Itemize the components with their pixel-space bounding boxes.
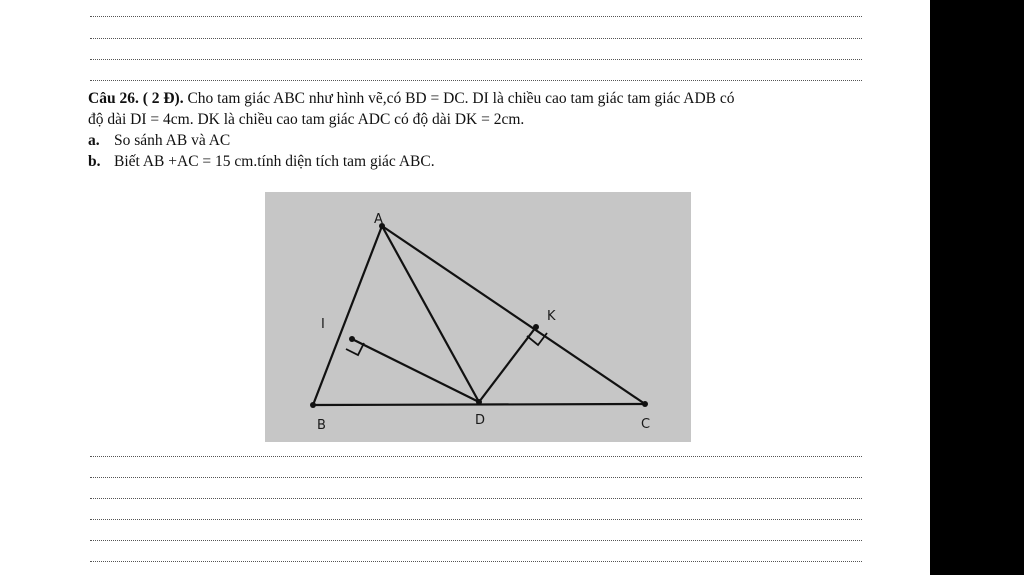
label-d: D [475, 413, 486, 428]
question-title: Câu 26. ( 2 Đ). [88, 90, 184, 107]
segment-di [352, 339, 479, 402]
answer-line [90, 80, 862, 81]
question-line-2: độ dài DI = 4cm. DK là chiều cao tam giác ADC có độ dài DK = 2cm. [88, 111, 525, 128]
question-part-a [88, 130, 868, 151]
answer-line [90, 540, 862, 541]
answer-line [90, 456, 862, 457]
label-c: C [641, 417, 651, 432]
triangle-diagram [265, 192, 691, 442]
part-a-label: a. [88, 132, 100, 149]
part-b-label: b. [88, 153, 101, 170]
answer-line [90, 16, 862, 17]
side-ab [313, 226, 382, 405]
answer-line [90, 561, 862, 562]
answer-line [90, 59, 862, 60]
answer-line [90, 38, 862, 39]
label-b: B [317, 418, 326, 433]
question-part-b [88, 151, 868, 172]
segment-ad [382, 226, 479, 402]
point-c [642, 401, 648, 407]
answer-line [90, 477, 862, 478]
side-ac [382, 226, 645, 404]
label-a: A [374, 212, 383, 227]
answer-line [90, 498, 862, 499]
point-i [349, 336, 355, 342]
question-26 [88, 88, 868, 172]
point-k [533, 324, 539, 330]
question-text-1: Cho tam giác ABC như hình vẽ,có BD = DC. DI là chiều cao tam giác tam giác ADB có [187, 90, 735, 107]
label-i: I [321, 317, 325, 332]
part-b-text: Biết AB +AC = 15 cm.tính diện tích tam giác ABC. [114, 153, 435, 170]
segment-dk [479, 327, 536, 402]
point-b [310, 402, 316, 408]
answer-line [90, 519, 862, 520]
point-d [476, 399, 482, 405]
triangle-figure [265, 192, 691, 442]
part-a-text: So sánh AB và AC [114, 132, 231, 149]
question-line-1 [88, 88, 868, 109]
label-k: K [547, 309, 556, 324]
